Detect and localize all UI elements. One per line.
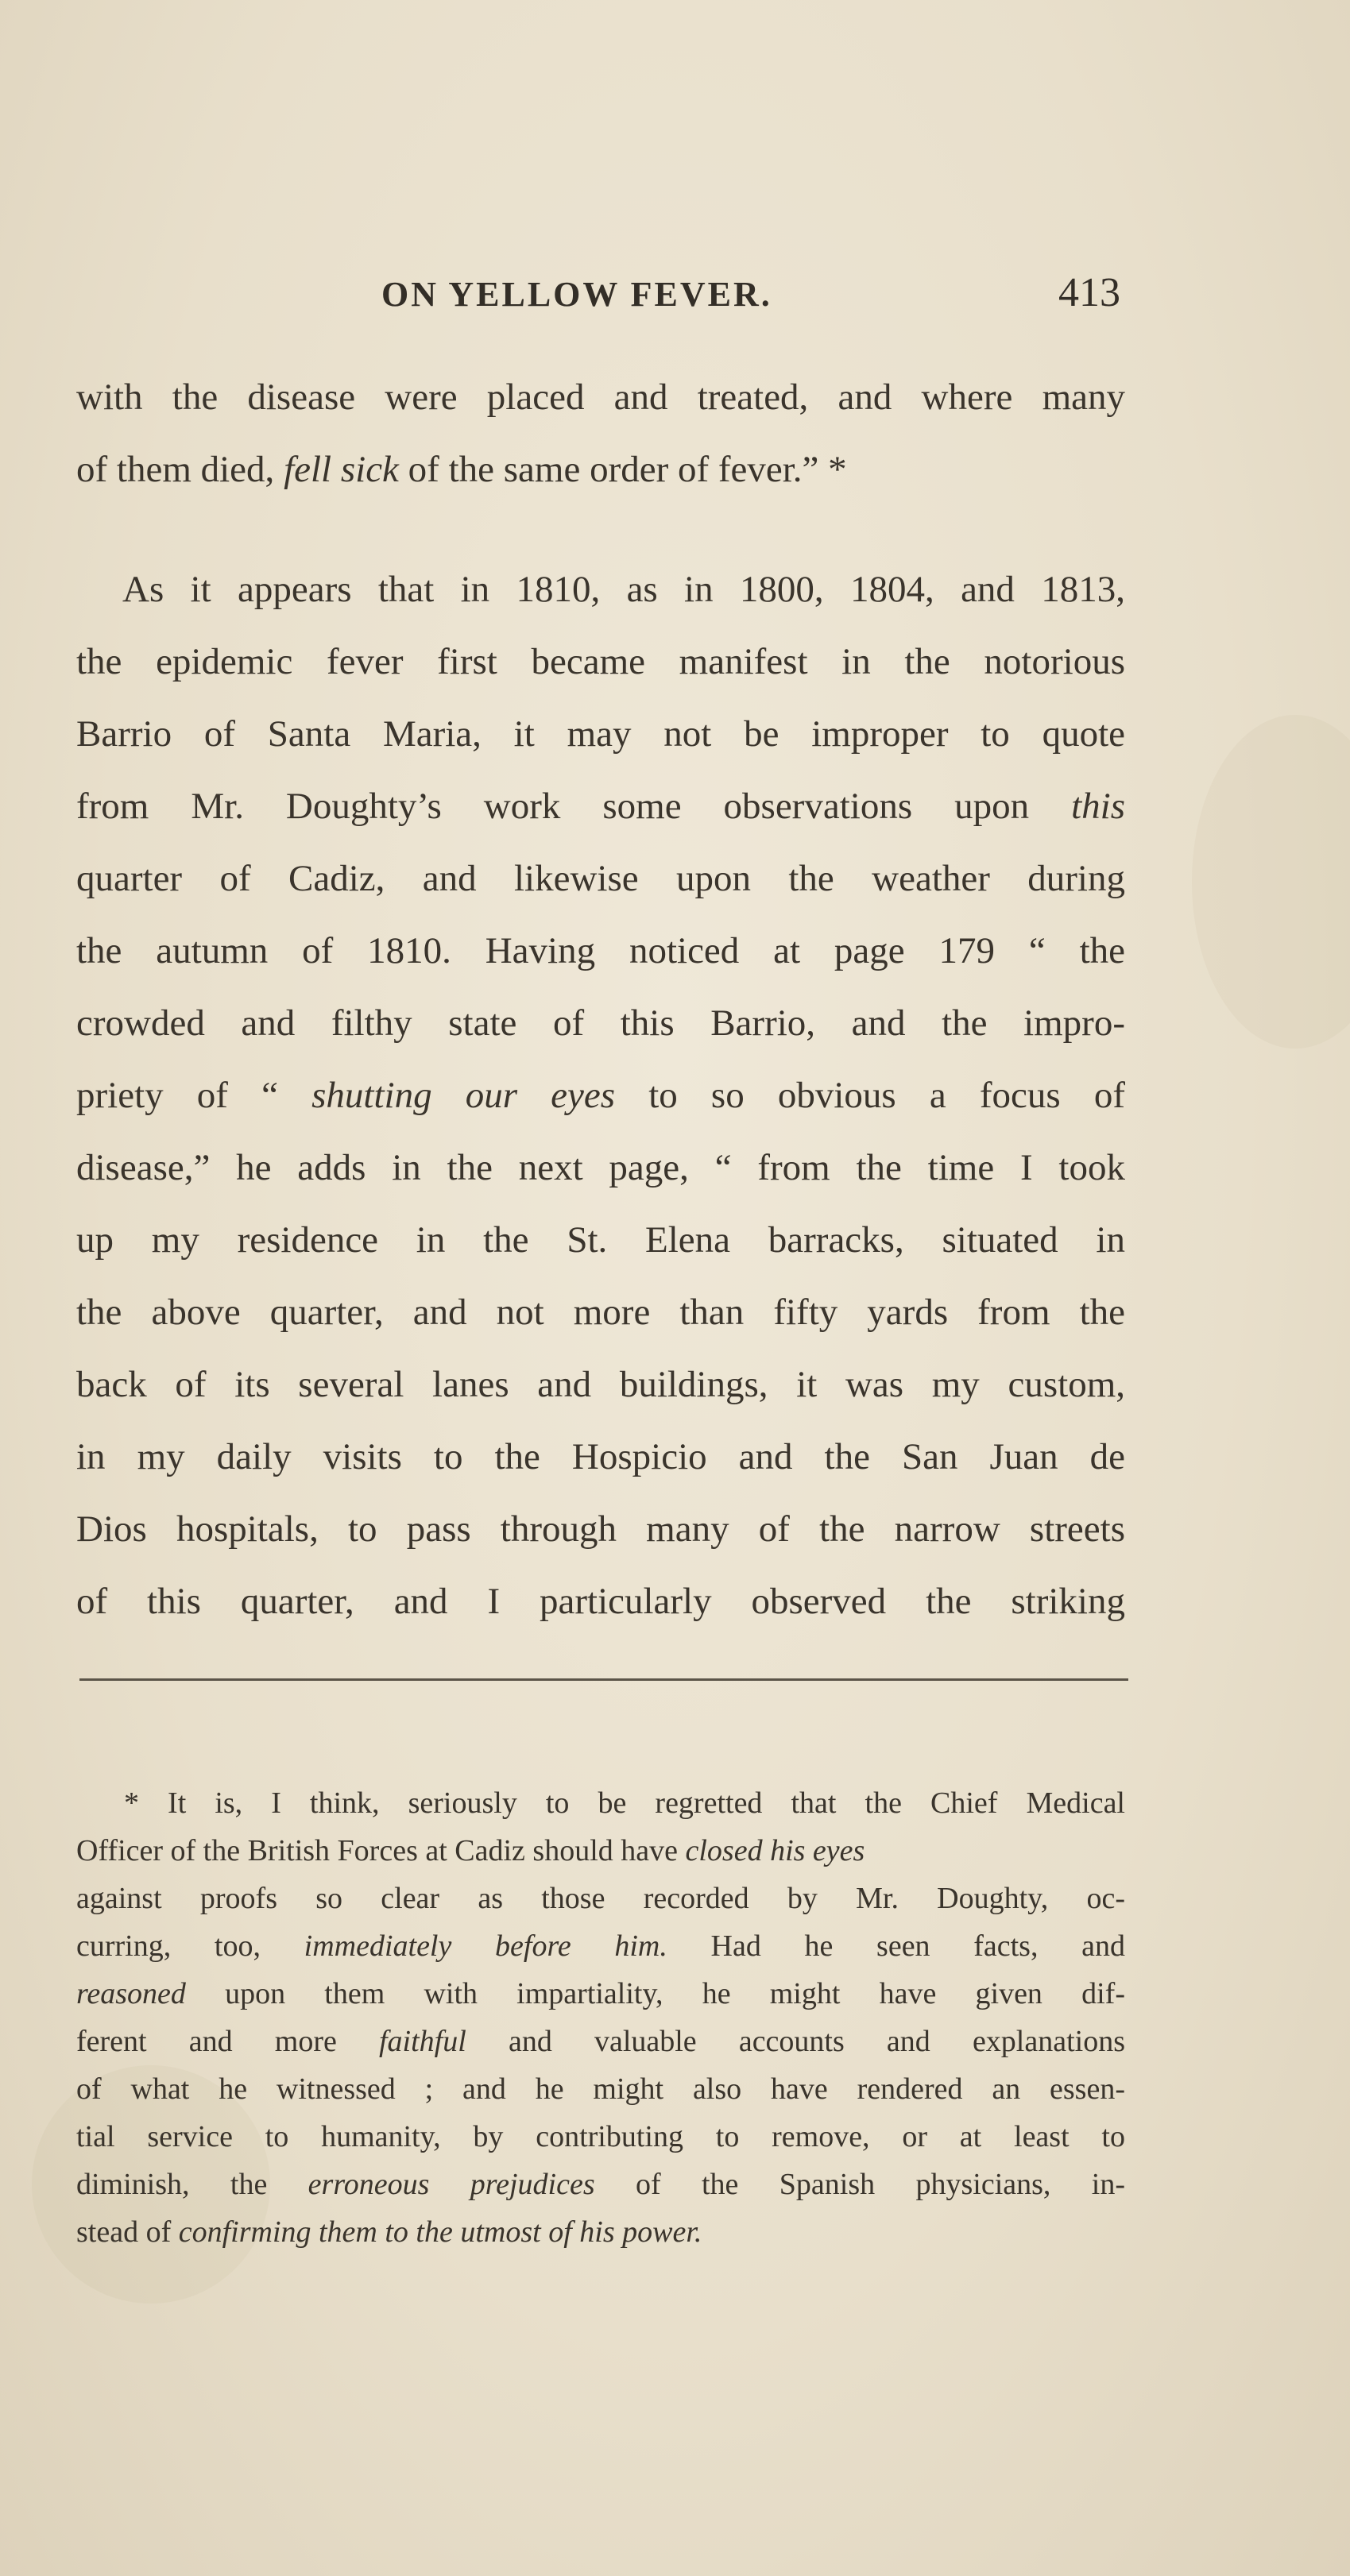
footnote-rule [79,1678,1128,1681]
italic-text: fell sick [284,449,399,490]
text-line: priety of “ shutting our eyes to so obvious a focus of [76,1075,1125,1116]
footnote-line: ferent and more faithful and valuable accounts and explanations [76,2025,1125,2058]
text-line: with the disease were placed and treated, and where many [76,377,1125,418]
text-line: the epidemic fever first became manifest in the notorious [76,641,1125,682]
footnote-line: * It is, I think, seriously to be regretted that the Chief Medical [124,1786,1125,1820]
italic-text: shutting our eyes [311,1075,616,1116]
page-header [72,266,1120,330]
footnote-line: reasoned upon them with impartiality, he might have given dif- [76,1977,1125,2010]
italic-text: confirming them to the utmost of his power. [178,2215,702,2249]
footnote-line: curring, too, immediately before him. Had he seen facts, and [76,1929,1125,1963]
text-line: quarter of Cadiz, and likewise upon the weather during [76,858,1125,899]
italic-text: faithful [379,2025,466,2058]
paragraph-gap [76,506,1125,554]
text-line: from Mr. Doughty’s work some observations upon this [76,786,1125,827]
italic-text: reasoned [76,1977,186,2010]
footnote-line: stead of confirming them to the utmost of his power. [76,2215,702,2249]
italic-text: immediately before him. [304,1929,667,1963]
italic-text: erroneous prejudices [308,2168,595,2201]
paper-stain [1192,715,1350,1049]
text-line: Barrio of Santa Maria, it may not be improper to quote [76,713,1125,755]
text-line: of them died, fell sick of the same order of fever.” * [76,449,847,490]
footnote-line: Officer of the British Forces at Cadiz should have closed his eyes [76,1834,865,1867]
footnote [76,1779,1125,2256]
footnote-line: against proofs so clear as those recorded by Mr. Doughty, oc- [76,1882,1125,1915]
text-line: in my daily visits to the Hospicio and the San Juan de [76,1436,1125,1477]
italic-text: closed his eyes [685,1834,865,1867]
text-line: Dios hospitals, to pass through many of the narrow streets [76,1508,1125,1550]
running-title: ON YELLOW FEVER. [381,275,772,314]
footnote-line: tial service to humanity, by contributing to remove, or at least to [76,2120,1125,2153]
text-line: crowded and filthy state of this Barrio, and the impro- [76,1002,1125,1044]
footnote-line: diminish, the erroneous prejudices of the Spanish physicians, in- [76,2168,1125,2201]
page-number: 413 [1058,270,1120,315]
footnote-line: of what he witnessed ; and he might also have rendered an essen- [76,2072,1125,2106]
text-line: of this quarter, and I particularly observed the striking [76,1581,1125,1622]
text-line: back of its several lanes and buildings, it was my custom, [76,1364,1125,1405]
text-line: up my residence in the St. Elena barracks, situated in [76,1219,1125,1261]
text-line: disease,” he adds in the next page, “ from the time I took [76,1147,1125,1188]
main-text [76,361,1125,1638]
text-line: As it appears that in 1810, as in 1800, 1804, and 1813, [122,569,1125,610]
italic-text: this [1071,786,1125,827]
text-line: the autumn of 1810. Having noticed at page 179 “ the [76,930,1125,971]
text-line: the above quarter, and not more than fifty yards from the [76,1292,1125,1333]
